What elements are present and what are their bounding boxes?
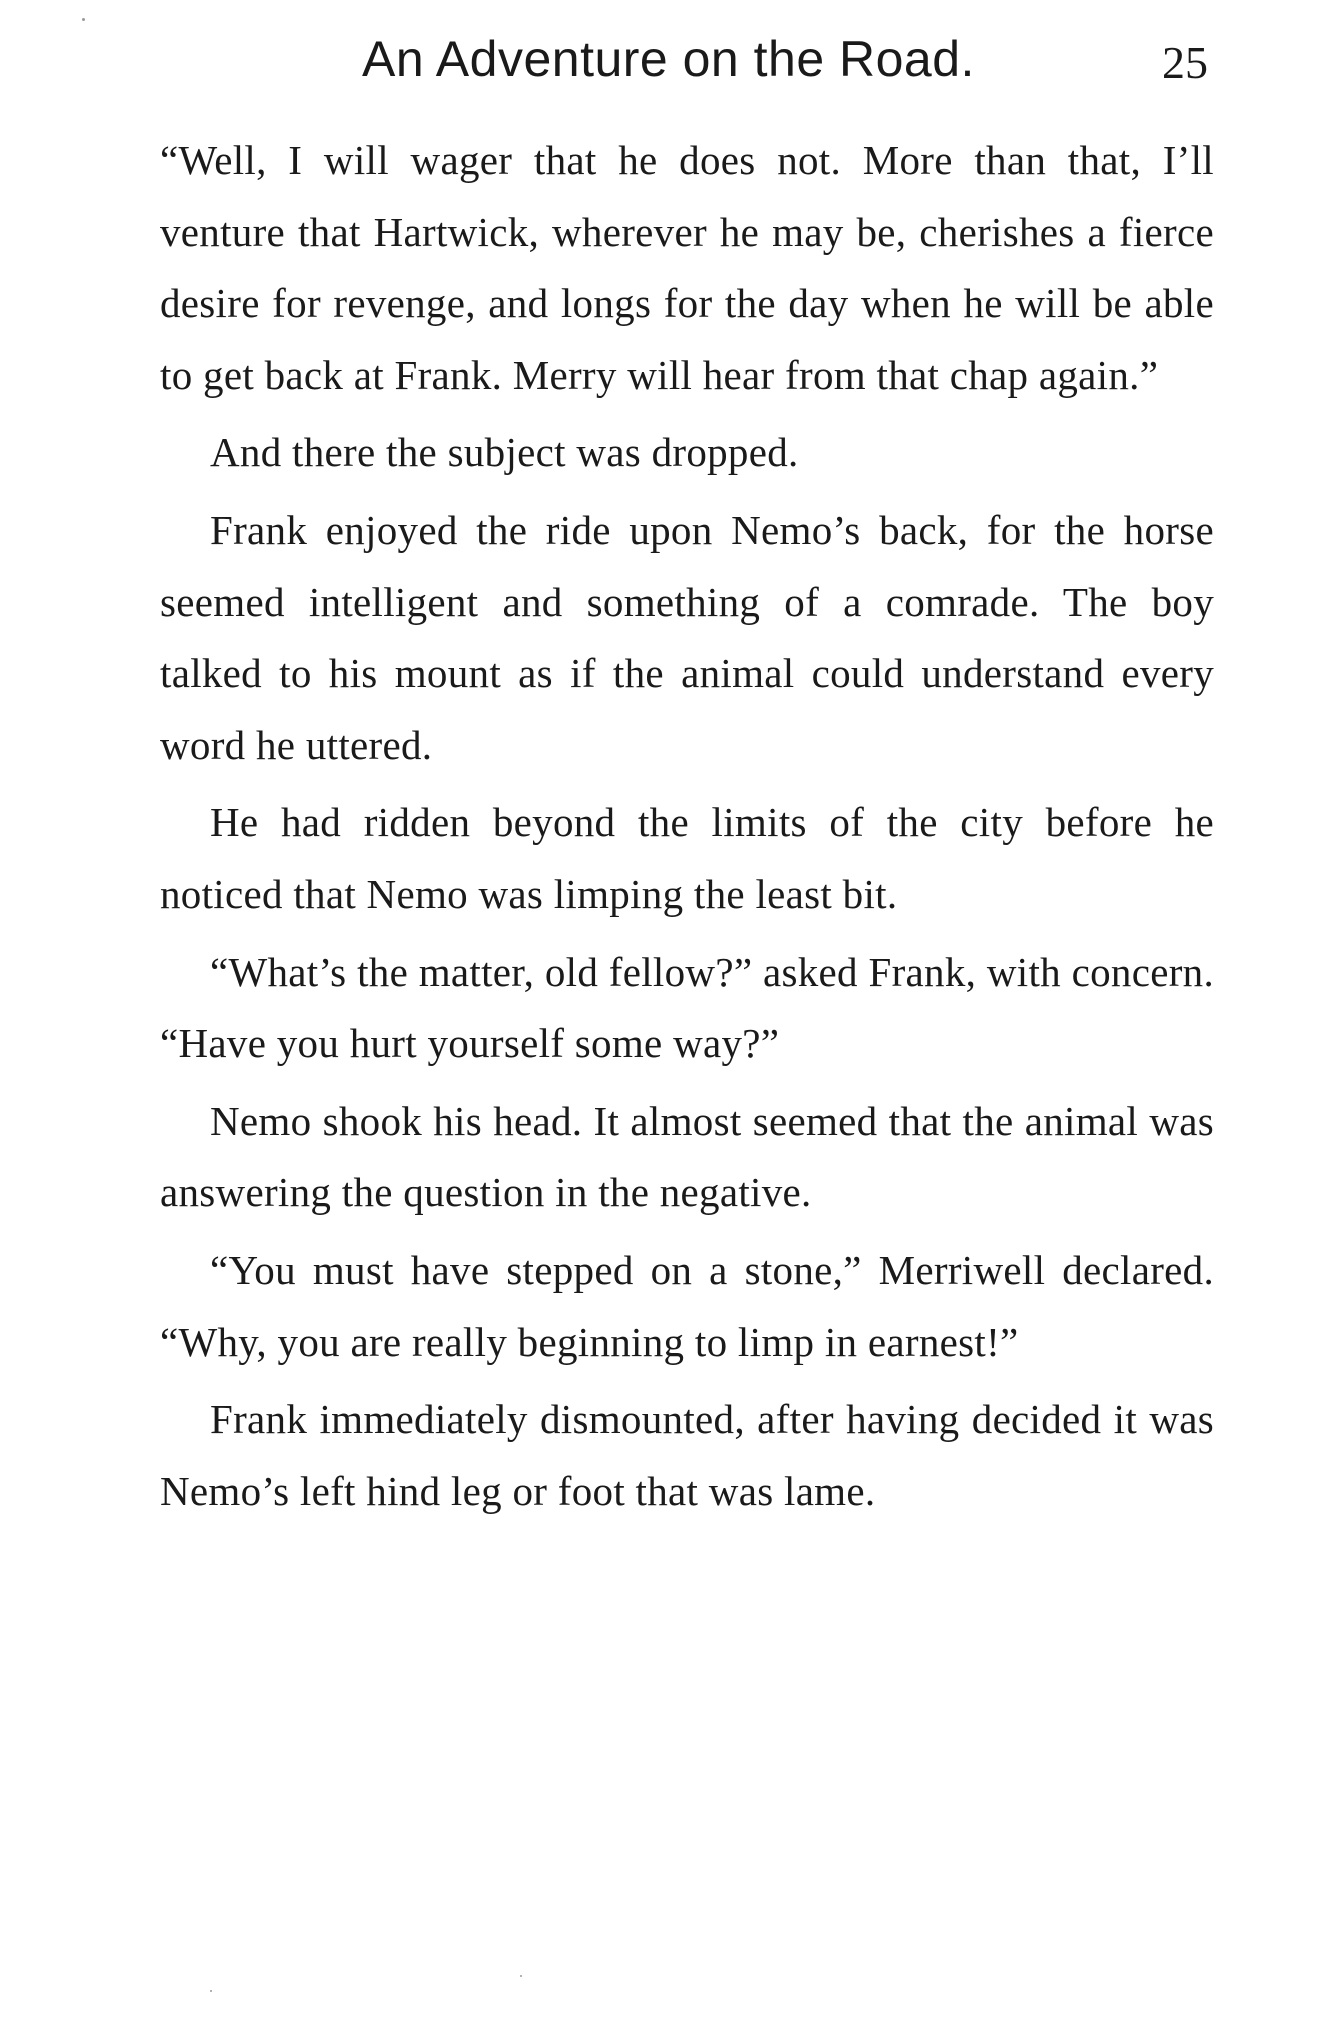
paragraph-4: He had ridden beyond the limits of the city before he noticed that Nemo was limping the least bit. bbox=[160, 799, 1214, 917]
paragraph-1: “Well, I will wager that he does not. More than that, I’ll venture that Hartwick, wherever he may be, cherishes a fierce desire for revenge, and longs for the day when he will be able to get back at Frank. Merry will hear from that chap again.” bbox=[160, 137, 1214, 398]
chapter-title: An Adventure on the Road. bbox=[362, 31, 975, 87]
scan-speck bbox=[520, 1975, 522, 1977]
paragraph-6: Nemo shook his head. It almost seemed that the animal was answering the question in the negative. bbox=[160, 1097, 1214, 1216]
scan-speck bbox=[210, 1990, 212, 1992]
paragraph-5: “What’s the matter, old fellow?” asked Frank, with concern. “Have you hurt yourself some way?” bbox=[160, 948, 1214, 1067]
page-number: 25 bbox=[1162, 37, 1208, 88]
body-text bbox=[160, 125, 1214, 1527]
scan-speck bbox=[82, 18, 85, 21]
paragraph-8: Frank immediately dismounted, after having decided it was Nemo’s left hind leg or foot that was lame. bbox=[160, 1396, 1214, 1514]
paragraph-7: “You must have stepped on a stone,” Merriwell declared. “Why, you are really beginning to limp in earnest!” bbox=[160, 1246, 1214, 1365]
paragraph-2: And there the subject was dropped. bbox=[210, 429, 799, 476]
paragraph-3: Frank enjoyed the ride upon Nemo’s back, for the horse seemed intelligent and something of a comrade. The boy talked to his mount as if the animal could understand every word he uttered. bbox=[160, 506, 1214, 768]
running-head bbox=[0, 24, 1331, 94]
